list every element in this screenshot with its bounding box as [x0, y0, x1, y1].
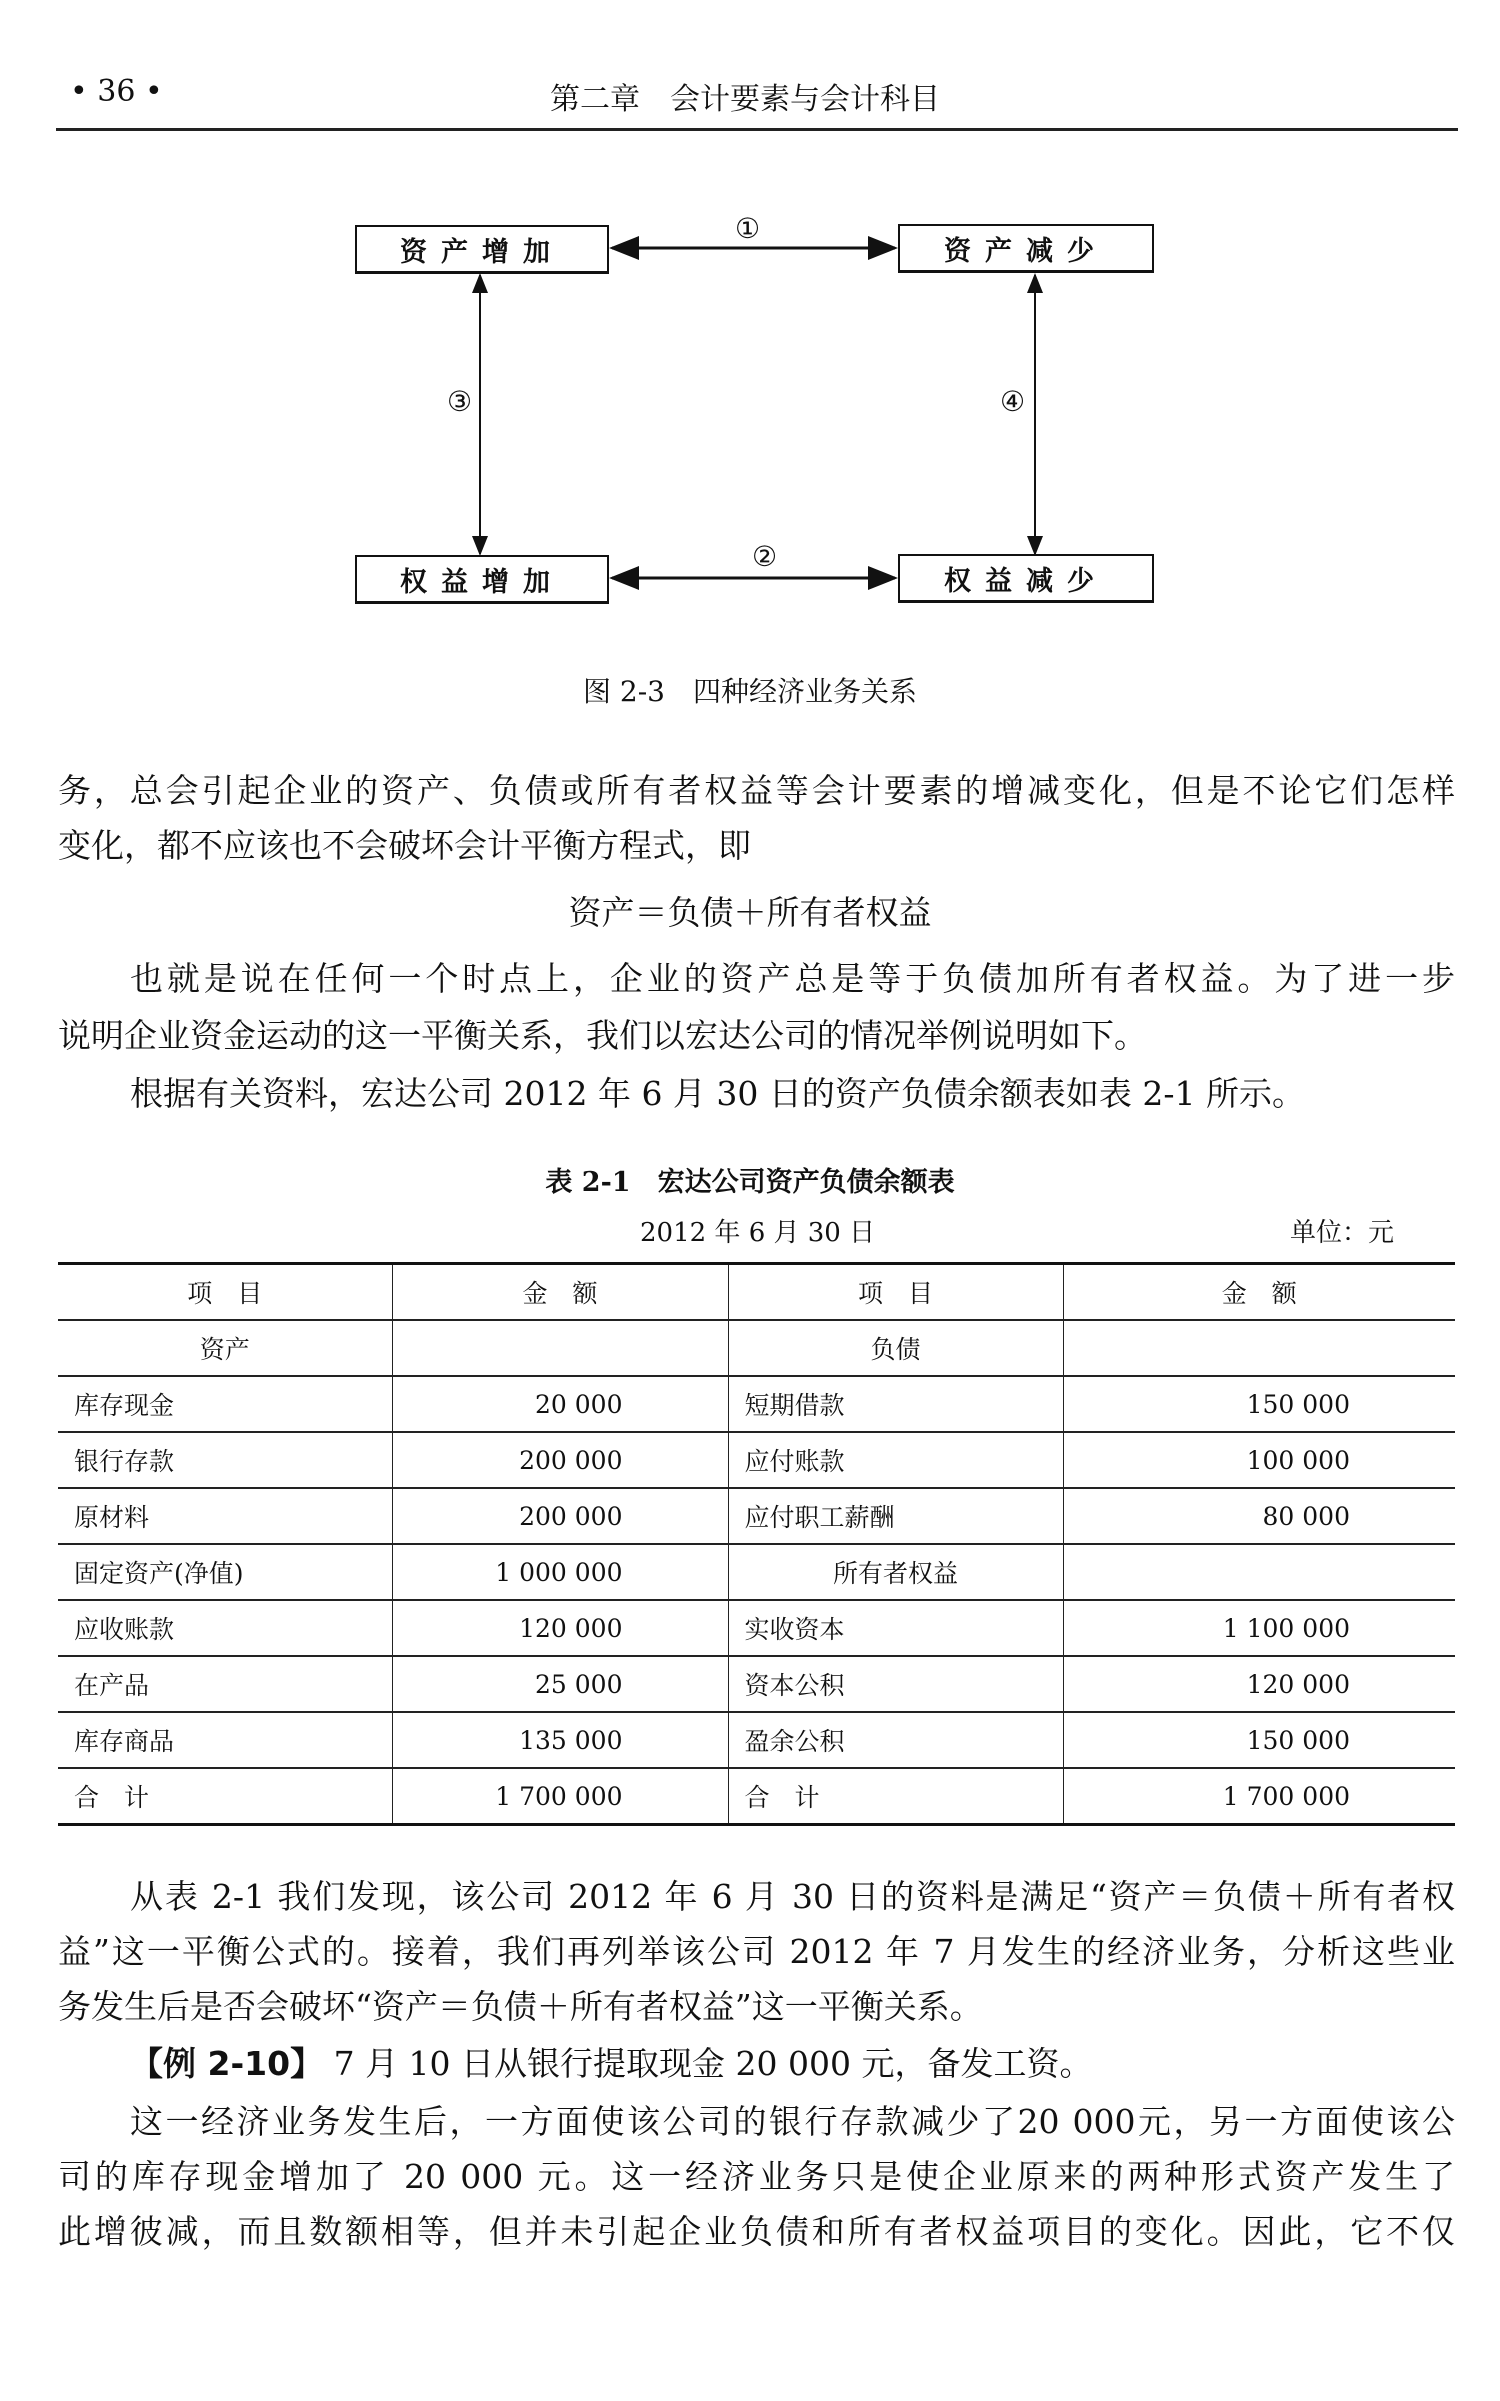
table-row	[58, 1376, 1455, 1432]
balance-formula: 资产＝负债＋所有者权益	[568, 893, 932, 932]
paragraph-line: 司的库存现金增加了 20 000 元。这一经济业务只是使企业原来的两种形式资产发生了	[58, 2157, 1455, 2196]
amount	[1063, 1320, 1455, 1376]
item: 库存现金	[58, 1376, 392, 1432]
amount	[392, 1320, 728, 1376]
item: 应付账款	[728, 1432, 1063, 1488]
amount: 200 000	[392, 1488, 728, 1544]
item: 应付职工薪酬	[728, 1488, 1063, 1544]
total-amount: 1 700 000	[392, 1768, 728, 1825]
header-item: 项 目	[58, 1264, 392, 1321]
example-text: 7 月 10 日从银行提取现金 20 000 元，备发工资。	[333, 2044, 1093, 2083]
amount: 1 100 000	[1063, 1600, 1455, 1656]
amount: 135 000	[392, 1712, 728, 1768]
paragraph-line: 说明企业资金运动的这一平衡关系，我们以宏达公司的情况举例说明如下。	[58, 1016, 1147, 1055]
table-row	[58, 1488, 1455, 1544]
balance-table	[58, 1262, 1455, 1826]
item: 银行存款	[58, 1432, 392, 1488]
table-section-row	[58, 1320, 1455, 1376]
table-row	[58, 1656, 1455, 1712]
marker-1: ①	[735, 212, 761, 245]
item: 盈余公积	[728, 1712, 1063, 1768]
example-label: 【例 2-10】	[130, 2044, 324, 2083]
item: 在产品	[58, 1656, 392, 1712]
item: 短期借款	[728, 1376, 1063, 1432]
amount: 20 000	[392, 1376, 728, 1432]
section-label: 所有者权益	[728, 1544, 1063, 1600]
amount: 25 000	[392, 1656, 728, 1712]
chapter-title: 第二章 会计要素与会计科目	[550, 82, 940, 117]
table-row	[58, 1712, 1455, 1768]
amount: 150 000	[1063, 1376, 1455, 1432]
table-title: 表 2-1 宏达公司资产负债余额表	[545, 1167, 955, 1198]
total-label: 合 计	[58, 1768, 392, 1825]
item: 应收账款	[58, 1600, 392, 1656]
example-line	[130, 2044, 1455, 2084]
amount: 1 000 000	[392, 1544, 728, 1600]
amount: 100 000	[1063, 1432, 1455, 1488]
paragraph-line: 根据有关资料，宏达公司 2012 年 6 月 30 日的资产负债余额表如表 2-1 所示。	[130, 1074, 1306, 1113]
amount: 200 000	[392, 1432, 728, 1488]
paragraph-line: 务，总会引起企业的资产、负债或所有者权益等会计要素的增减变化，但是不论它们怎样	[58, 771, 1455, 810]
paragraph-line: 此增彼减，而且数额相等，但并未引起企业负债和所有者权益项目的变化。因此，它不仅	[58, 2212, 1455, 2251]
item: 实收资本	[728, 1600, 1063, 1656]
header-item: 项 目	[728, 1264, 1063, 1321]
section-label: 资产	[58, 1320, 392, 1376]
marker-3: ③	[447, 385, 473, 418]
table-unit: 单位：元	[1290, 1218, 1395, 1248]
figure-caption: 图 2-3 四种经济业务关系	[583, 675, 917, 708]
table-total-row	[58, 1768, 1455, 1825]
paragraph-line: 益”这一平衡公式的。接着，我们再列举该公司 2012 年 7 月发生的经济业务，分析这些业	[58, 1932, 1455, 1971]
section-label: 负债	[728, 1320, 1063, 1376]
relationship-arrows	[0, 0, 1500, 700]
amount: 80 000	[1063, 1488, 1455, 1544]
item: 资本公积	[728, 1656, 1063, 1712]
header-amount: 金 额	[1063, 1264, 1455, 1321]
table-row	[58, 1600, 1455, 1656]
box-asset-increase: 资产增加	[355, 225, 609, 274]
amount: 120 000	[392, 1600, 728, 1656]
header-amount: 金 额	[392, 1264, 728, 1321]
amount: 150 000	[1063, 1712, 1455, 1768]
item: 库存商品	[58, 1712, 392, 1768]
total-label: 合 计	[728, 1768, 1063, 1825]
box-equity-decrease: 权益减少	[898, 554, 1154, 603]
item: 原材料	[58, 1488, 392, 1544]
table-header-row	[58, 1264, 1455, 1321]
paragraph-line: 这一经济业务发生后，一方面使该公司的银行存款减少了20 000元，另一方面使该公	[130, 2102, 1455, 2141]
total-amount: 1 700 000	[1063, 1768, 1455, 1825]
paragraph-line: 务发生后是否会破坏“资产＝负债＋所有者权益”这一平衡关系。	[58, 1987, 983, 2026]
item: 固定资产(净值)	[58, 1544, 392, 1600]
amount	[1063, 1544, 1455, 1600]
table-date: 2012 年 6 月 30 日	[640, 1218, 876, 1248]
marker-2: ②	[752, 540, 778, 573]
table-row	[58, 1544, 1455, 1600]
paragraph-line: 也就是说在任何一个时点上，企业的资产总是等于负债加所有者权益。为了进一步	[130, 959, 1455, 998]
box-asset-decrease: 资产减少	[898, 224, 1154, 273]
paragraph-line: 从表 2-1 我们发现，该公司 2012 年 6 月 30 日的资料是满足“资产＝负债＋所有者权	[130, 1877, 1455, 1916]
paragraph-line: 变化，都不应该也不会破坏会计平衡方程式，即	[58, 826, 751, 865]
amount: 120 000	[1063, 1656, 1455, 1712]
box-equity-increase: 权益增加	[355, 555, 609, 604]
marker-4: ④	[1000, 385, 1026, 418]
table-row	[58, 1432, 1455, 1488]
page-number: • 36 •	[70, 74, 163, 109]
